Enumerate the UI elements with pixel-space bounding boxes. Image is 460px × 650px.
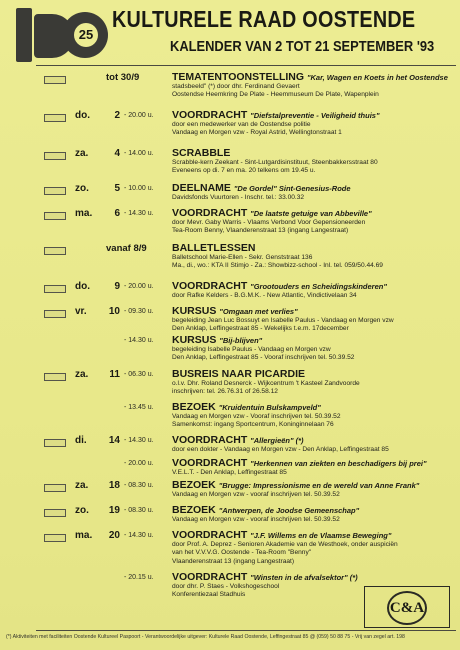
event-title: VOORDRACHT bbox=[172, 571, 248, 583]
event-title: VOORDRACHT bbox=[172, 457, 248, 469]
event-title: VOORDRACHT bbox=[172, 109, 248, 121]
event-info-line: o.l.v. Dhr. Roland Desnerck - Wijkcentrum 't Kasteel Zandvoorde bbox=[172, 380, 360, 387]
event-info-line: door Prof. A. Deprez - Senioren Akademie van de Westhoek, onder auspiciën bbox=[172, 541, 398, 548]
event-title: TEMATENTOONSTELLING bbox=[172, 71, 305, 83]
event-time: - 14.30 u. bbox=[124, 532, 154, 539]
event-date: 2 bbox=[114, 110, 120, 121]
event-time: - 08.30 u. bbox=[124, 482, 154, 489]
event-info-line: stadsbeeld" (*) door dhr. Ferdinand Gevaert bbox=[172, 83, 300, 90]
event-marker bbox=[44, 439, 66, 447]
event-marker bbox=[44, 310, 66, 318]
event-marker bbox=[44, 76, 66, 84]
footer-divider bbox=[36, 630, 456, 631]
event-time: - 20.00 u. bbox=[124, 460, 154, 467]
event-details bbox=[172, 335, 456, 363]
event-date: 20 bbox=[108, 530, 120, 541]
event-weekday: di. bbox=[75, 435, 87, 446]
event-info-line: Den Anklap, Leffingestraat 85 - Vooraf inschrijven tel. 50.39.52 bbox=[172, 354, 355, 362]
event-marker bbox=[44, 285, 66, 293]
event-weekday: za. bbox=[75, 369, 89, 380]
event-title: VOORDRACHT bbox=[172, 280, 248, 292]
event-details bbox=[172, 148, 456, 176]
event-subject: "De Gordel" Sint-Genesius-Rode bbox=[233, 184, 351, 193]
event-title: KURSUS bbox=[172, 334, 217, 346]
event-info-line: Vandaag en Morgen vzw - vooraf inschrijven tel. 50.39.52 bbox=[172, 516, 340, 523]
event-details bbox=[172, 369, 456, 397]
event-info-line: Vlaanderenstraat 13 (ingang Langestraat) bbox=[172, 557, 295, 565]
event-info-line: door een dokter - Vandaag en Morgen vzw - Den Anklap, Leffingestraat 85 bbox=[172, 446, 389, 453]
event-title: VOORDRACHT bbox=[172, 529, 248, 541]
event-marker bbox=[44, 212, 66, 220]
event-title: VOORDRACHT bbox=[172, 207, 248, 219]
event-info-line: Tea-Room Benny, Vlaanderenstraat 13 (ingang Langestraat) bbox=[172, 227, 349, 235]
event-weekday: zo. bbox=[75, 505, 89, 516]
event-weekday: za. bbox=[75, 148, 89, 159]
event-subject: "J.F. Willems en de Vlaamse Beweging" bbox=[250, 531, 392, 540]
event-date: 14 bbox=[108, 435, 120, 446]
event-info-line: inschrijven: tel. 26.76.31 of 26.58.12 bbox=[172, 388, 278, 396]
footer-note: (*) Aktiviteiten met faciliteiten Oostende Kultureel Paspoort - Verantwoordelijke uitgever: Kulturele Raad Oostende, Leffingestraat 85 @ (059) 50 88 75 - Vrij van zegel art. 198 bbox=[6, 634, 405, 640]
event-time: - 20.00 u. bbox=[124, 112, 154, 119]
event-info-line: door Rafke Kelders - B.G.M.K. - New Atlantic, Vindictivelaan 34 bbox=[172, 292, 357, 299]
event-weekday: za. bbox=[75, 480, 89, 491]
event-weekday: do. bbox=[75, 110, 90, 121]
event-info-line: begeleiding Jean Luc Bossuyt en Isabelle Paulus - Vandaag en Morgen vzw bbox=[172, 317, 394, 324]
event-details bbox=[172, 435, 456, 454]
event-details bbox=[172, 243, 456, 271]
event-weekday: zo. bbox=[75, 183, 89, 194]
event-time: - 08.30 u. bbox=[124, 507, 154, 514]
event-subject: "Winsten in de afvalsektor" (*) bbox=[250, 573, 358, 582]
event-marker bbox=[44, 484, 66, 492]
event-details bbox=[172, 183, 456, 202]
event-subject: "Allergieën" (*) bbox=[250, 436, 304, 445]
event-date: 10 bbox=[108, 306, 120, 317]
event-title: BEZOEK bbox=[172, 479, 216, 491]
event-details bbox=[172, 110, 456, 138]
event-subject: "Diefstalpreventie - Veiligheid thuis" bbox=[250, 111, 380, 120]
event-date: 4 bbox=[114, 148, 120, 159]
sponsor-logo: C&A bbox=[364, 586, 450, 628]
event-info-line: Ma., di., wo.: KTA II Stimjo - Za.: Showbizz-school - Inl. tel. 059/50.44.69 bbox=[172, 262, 383, 270]
event-time: - 13.45 u. bbox=[124, 404, 154, 411]
event-info-line: Eveneens op di. 7 en ma. 20 telkens om 19.45 u. bbox=[172, 167, 316, 175]
event-subject: "Grootouders en Scheidingskinderen" bbox=[250, 282, 387, 291]
event-weekday: do. bbox=[75, 281, 90, 292]
logo-number: 25 bbox=[74, 23, 98, 47]
event-details bbox=[172, 72, 456, 100]
event-info-line: door een medewerker van de Oostendse politie bbox=[172, 121, 311, 128]
event-date: 5 bbox=[114, 183, 120, 194]
event-marker bbox=[44, 187, 66, 195]
page-subtitle: KALENDER VAN 2 TOT 21 SEPTEMBER '93 bbox=[170, 38, 435, 55]
event-weekday: ma. bbox=[75, 530, 93, 541]
event-marker bbox=[44, 114, 66, 122]
event-title: SCRABBLE bbox=[172, 147, 231, 159]
event-date: 6 bbox=[114, 208, 120, 219]
cultural-council-logo bbox=[16, 8, 108, 62]
event-title: KURSUS bbox=[172, 305, 217, 317]
event-details bbox=[172, 402, 456, 430]
event-subject: "Herkennen van ziekten en beschadigers bij prei" bbox=[250, 459, 427, 468]
event-time: - 09.30 u. bbox=[124, 308, 154, 315]
event-marker bbox=[44, 534, 66, 542]
event-details bbox=[172, 530, 456, 566]
event-info-line: Vandaag en Morgen vzw - vooraf inschrijven tel. 50.39.52 bbox=[172, 491, 340, 498]
event-title: BUSREIS NAAR PICARDIE bbox=[172, 368, 306, 380]
event-date: 11 bbox=[109, 369, 120, 380]
event-title: BEZOEK bbox=[172, 504, 216, 516]
event-info-line: Konferentiezaal Stadhuis bbox=[172, 591, 246, 599]
event-title: BALLETLESSEN bbox=[172, 242, 256, 254]
event-subject: "De laatste getuige van Abbeville" bbox=[250, 209, 372, 218]
event-time: - 14.30 u. bbox=[124, 337, 154, 344]
event-weekday: ma. bbox=[75, 208, 93, 219]
event-info-line: Scrabble-kern Zeekant - Sint-Lutgardisinstituut, Steenbakkersstraat 80 bbox=[172, 159, 378, 166]
event-date: 9 bbox=[114, 281, 120, 292]
event-time: - 10.00 u. bbox=[124, 185, 154, 192]
event-info-line: van het V.V.V.G. Oostende - Tea-Room "Benny" bbox=[172, 549, 312, 557]
event-details bbox=[172, 480, 456, 499]
event-info-line: Vandaag en Morgen vzw - Royal Astrid, Wellingtonstraat 1 bbox=[172, 129, 342, 137]
event-info-line: begeleiding Isabelle Paulus - Vandaag en Morgen vzw bbox=[172, 346, 331, 353]
event-subject: "Bij-blijven" bbox=[219, 336, 263, 345]
event-subject: "Kruidentuin Bulskampveld" bbox=[218, 403, 321, 412]
page-title: KULTURELE RAAD OOSTENDE bbox=[112, 6, 416, 32]
event-info-line: Samenkomst: ingang Sportcentrum, Koninginnelaan 76 bbox=[172, 421, 334, 429]
event-time: - 20.00 u. bbox=[124, 283, 154, 290]
event-subject: "Kar, Wagen en Koets in het Oostendse bbox=[306, 73, 448, 82]
event-details bbox=[172, 208, 456, 236]
event-info-line: Davidsfonds Vuurtoren - Inschr. tel.: 33.00.32 bbox=[172, 194, 305, 201]
event-details bbox=[172, 458, 456, 477]
event-weekday: vr. bbox=[75, 306, 87, 317]
event-date-range: tot 30/9 bbox=[106, 72, 140, 83]
event-title: DEELNAME bbox=[172, 182, 231, 194]
event-date-range: vanaf 8/9 bbox=[106, 243, 147, 254]
event-time: - 14.30 u. bbox=[124, 210, 154, 217]
event-info-line: Oostendse Heemkring De Plate - Heemmuseum De Plate, Wapenplein bbox=[172, 91, 379, 99]
event-marker bbox=[44, 373, 66, 381]
event-subject: "Brugge: Impressionisme en de wereld van Anne Frank" bbox=[218, 481, 420, 490]
event-date: 19 bbox=[108, 505, 120, 516]
event-info-line: Den Anklap, Leffingestraat 85 - Wekelijks t.e.m. 17december bbox=[172, 325, 349, 333]
event-info-line: door dhr. P. Staes - Volkshogeschool bbox=[172, 583, 280, 590]
event-subject: "Antwerpen, de Joodse Gemeenschap" bbox=[218, 506, 360, 515]
event-info-line: door Mevr. Gaby Warris - Vlaams Verbond Voor Gepensioneerden bbox=[172, 219, 366, 226]
header-divider bbox=[36, 65, 456, 66]
event-details bbox=[172, 281, 456, 300]
event-time: - 14.00 u. bbox=[124, 150, 154, 157]
event-details bbox=[172, 505, 456, 524]
event-details bbox=[172, 306, 456, 334]
event-info-line: Vandaag en Morgen vzw - Vooraf inschrijven tel. 50.39.52 bbox=[172, 413, 341, 420]
event-title: BEZOEK bbox=[172, 401, 216, 413]
event-title: VOORDRACHT bbox=[172, 434, 248, 446]
event-marker bbox=[44, 152, 66, 160]
event-date: 18 bbox=[108, 480, 120, 491]
event-subject: "Omgaan met verlies" bbox=[219, 307, 298, 316]
event-info-line: V.E.L.T. - Den Anklap, Leffingestraat 85 bbox=[172, 469, 287, 476]
event-time: - 14.30 u. bbox=[124, 437, 154, 444]
event-time: - 20.15 u. bbox=[124, 574, 154, 581]
event-time: - 06.30 u. bbox=[124, 371, 154, 378]
event-info-line: Balletschool Marie-Ellen - Sekr. Genststraat 136 bbox=[172, 254, 313, 261]
event-marker bbox=[44, 509, 66, 517]
event-marker bbox=[44, 247, 66, 255]
